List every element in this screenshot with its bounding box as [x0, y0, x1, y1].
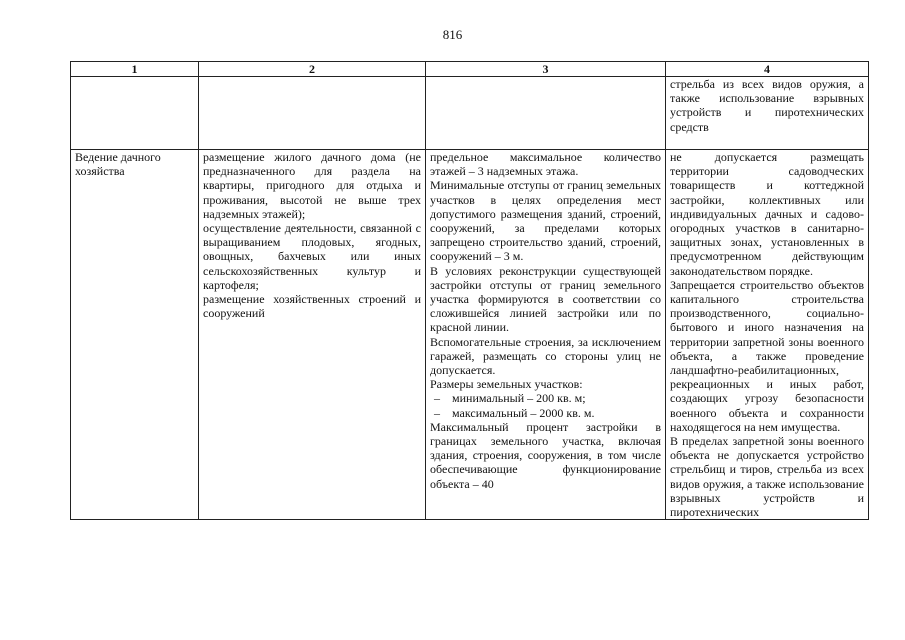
list-item: – минимальный – 200 кв. м;	[434, 391, 586, 406]
column-header-1: 1	[71, 62, 199, 77]
cell-restrictions	[666, 150, 869, 520]
cell-parameters	[426, 150, 666, 520]
column-header-3: 3	[426, 62, 666, 77]
paragraph: размещение жилого дачного дома (не предназначенного для раздела на квартиры, пригодного для отдыха и проживания, высотой не выше трех надземных этажей);	[203, 150, 421, 221]
page-number: 816	[442, 27, 463, 42]
list-item: – максимальный – 2000 кв. м.	[434, 405, 595, 420]
cell-empty-3	[426, 77, 666, 150]
column-header-4: 4	[666, 62, 869, 77]
paragraph: не допускается размещать территории садоводческих товариществ и коттеджной застройки, коллективных или индивидуальных дачных и садово-огородных участков в санитарно-защитных зонах, установленных в предусмотренном действующим законодательством порядке.	[670, 150, 864, 278]
table-row-continued	[71, 77, 869, 150]
paragraph: Минимальные отступы от границ земельных участков в целях определения мест допустимого размещения зданий, строений, сооружений, за пределами которых запрещено строительство зданий, строений, сооружений – 3 м.	[430, 178, 661, 264]
paragraph: предельное максимальное количество этажей – 3 надземных этажа.	[430, 150, 661, 179]
paragraph: осуществление деятельности, связанной с выращиванием плодовых, ягодных, овощных, бахчевых или иных сельскохозяйственных культур и картофеля;	[203, 221, 421, 292]
paragraph: В условиях реконструкции существующей застройки отступы от границ земельного участка формируются в соответствии со сложившейся линией застройки или по красной линии.	[430, 263, 661, 335]
paragraph: размещение хозяйственных строений и сооружений	[203, 292, 421, 321]
paragraph: стрельба из всех видов оружия, а также использование взрывных устройств и пиротехнических средств	[670, 77, 864, 134]
table-header-row	[71, 62, 869, 77]
cell-continued-restrictions	[666, 77, 869, 150]
paragraph: Вспомогательные строения, за исключением гаражей, размещать со стороны улиц не допускается.	[430, 334, 661, 378]
cell-empty-1	[71, 77, 199, 150]
paragraph: Размеры земельных участков:	[430, 377, 583, 392]
paragraph: В пределах запретной зоны военного объекта не допускается устройство стрельбищ и тиров, стрельба из всех видов оружия, а также использование взрывных устройств и пиротехнических	[670, 434, 864, 520]
cell-use-type: Ведение дачного хозяйства	[71, 150, 199, 520]
cell-empty-2	[199, 77, 426, 150]
table-row-dacha	[71, 150, 869, 520]
column-header-2: 2	[199, 62, 426, 77]
cell-permitted-uses	[199, 150, 426, 520]
paragraph: Максимальный процент застройки в границах земельного участка, включая здания, строения, сооружения, в том числе обеспечивающие функционирование объекта – 40	[430, 419, 661, 491]
paragraph: Запрещается строительство объектов капитального строительства производственного, социально-бытового и иного назначения на территории запретной зоны военного объекта, а также проведение ландшафтно-реабилитационных, рекреационных и иных работ, создающих угрозу безопасности военного объекта и сохранности находящегося на нем имущества.	[670, 277, 864, 434]
zoning-table	[70, 61, 869, 520]
